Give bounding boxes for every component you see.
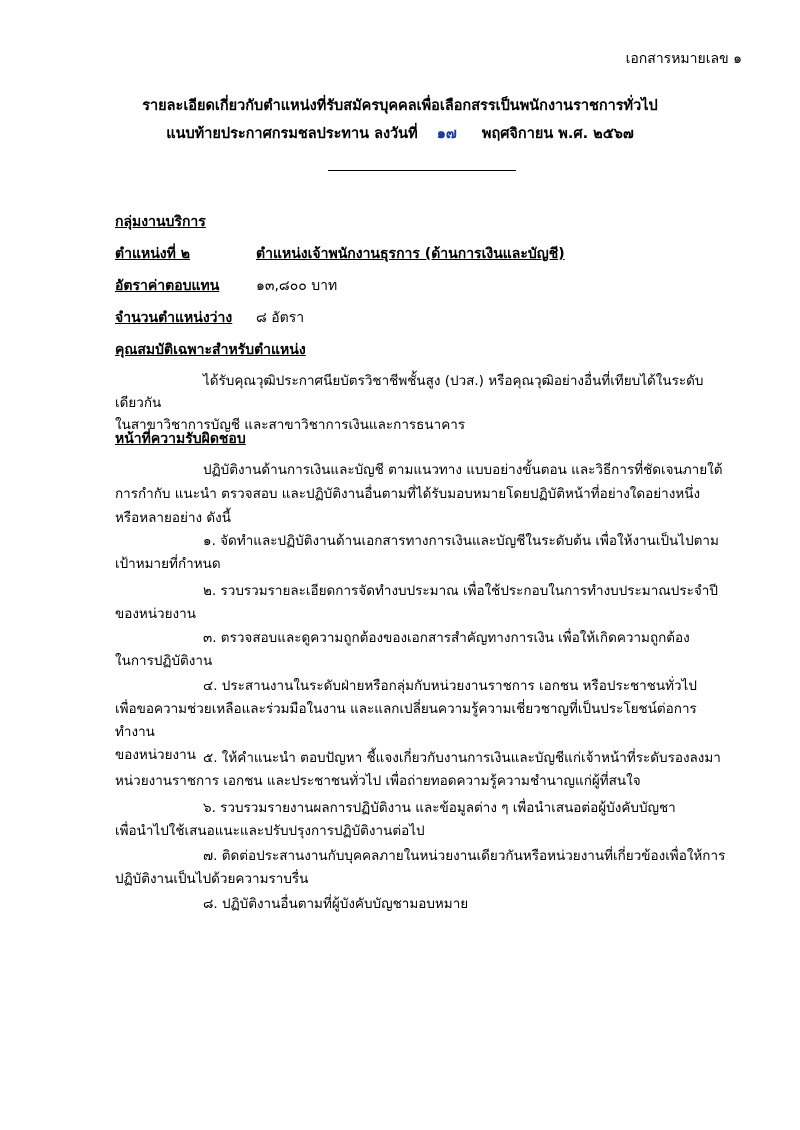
duty-item-1 <box>115 530 735 576</box>
qualifications-line: ในสาขาวิชาการบัญชี และสาขาวิชาการเงินและการธนาคาร <box>115 417 466 433</box>
duties-heading: หน้าที่ความรับผิดชอบ <box>115 431 246 447</box>
title-divider <box>328 170 516 171</box>
qualifications-line: ได้รับคุณวุฒิประกาศนียบัตรวิชาชีพชั้นสูง (ปวส.) หรือคุณวุฒิอย่างอื่นที่เทียบได้ในระดับเดียวกัน <box>115 373 704 411</box>
group-label: กลุ่มงานบริการ <box>115 214 206 230</box>
duties-intro-line: การกำกับ แนะนำ ตรวจสอบ และปฏิบัติงานอื่นตามที่ได้รับมอบหมายโดยปฏิบัติหน้าที่อย่างใดอย่างหนึ่ง <box>115 486 701 502</box>
duty-line: ๒. รวบรวมรายละเอียดการจัดทำงบประมาณ เพื่อใช้ประกอบในการทำงบประมาณประจำปี <box>203 583 718 599</box>
duty-item-6 <box>115 797 735 843</box>
duty-item-5 <box>115 747 735 793</box>
duty-line: เพื่อนำไปใช้เสนอแนะและปรับปรุงการปฏิบัติงานต่อไป <box>115 823 425 839</box>
subtitle-month-year: พฤศจิกายน พ.ศ. ๒๕๖๗ <box>481 126 634 142</box>
duty-line: ปฏิบัติงานเป็นไปด้วยความราบรื่น <box>115 871 309 887</box>
vacancies-value: ๘ อัตรา <box>256 310 305 326</box>
subtitle-day: ๑๗ <box>436 126 457 142</box>
document-title: รายละเอียดเกี่ยวกับตำแหน่งที่รับสมัครบุคคลเพื่อเลือกสรรเป็นพนักงานราชการทั่วไป <box>142 98 658 114</box>
duties-intro-line: ปฏิบัติงานด้านการเงินและบัญชี ตามแนวทาง แบบอย่างขั้นตอน และวิธีการที่ชัดเจนภายใต้ <box>203 462 723 478</box>
vacancies-label: จำนวนตำแหน่งว่าง <box>115 310 233 326</box>
duty-item-3 <box>115 627 735 673</box>
duty-line: ของหน่วยงาน <box>115 747 196 763</box>
duty-item-8 <box>115 893 735 916</box>
position-label: ตำแหน่งที่ ๒ <box>115 246 190 262</box>
duty-line: ๗. ติดต่อประสานงานกับบุคคลภายในหน่วยงานเดียวกันหรือหน่วยงานที่เกี่ยวข้องเพื่อให้การ <box>203 848 726 864</box>
qualifications-text <box>115 370 735 436</box>
duty-item-7 <box>115 845 735 891</box>
duties-intro <box>115 458 735 530</box>
duty-line: หน่วยงานราชการ เอกชน และประชาชนทั่วไป เพื่อถ่ายทอดความรู้ความชำนาญแก่ผู้ที่สนใจ <box>115 773 641 789</box>
subtitle-prefix: แนบท้ายประกาศกรมชลประทาน ลงวันที่ <box>166 126 418 142</box>
duty-line: ๕. ให้คำแนะนำ ตอบปัญหา ชี้แจงเกี่ยวกับงานการเงินและบัญชีแก่เจ้าหน้าที่ระดับรองลงมา <box>203 750 721 766</box>
duty-line: ๘. ปฏิบัติงานอื่นตามที่ผู้บังคับบัญชามอบหมาย <box>203 896 469 912</box>
duty-line: ๑. จัดทำและปฏิบัติงานด้านเอกสารทางการเงินและบัญชีในระดับต้น เพื่อให้งานเป็นไปตาม <box>203 533 719 549</box>
document-number: เอกสารหมายเลข ๑ <box>625 51 742 67</box>
duty-line: ในการปฏิบัติงาน <box>115 653 213 669</box>
salary-value: ๑๓,๘๐๐ บาท <box>256 278 338 294</box>
duty-line: ๔. ประสานงานในระดับฝ่ายหรือกลุ่มกับหน่วยงานราชการ เอกชน หรือประชาชนทั่วไป <box>203 678 697 694</box>
duty-line: ๓. ตรวจสอบและดูความถูกต้องของเอกสารสำคัญทางการเงิน เพื่อให้เกิดความถูกต้อง <box>203 630 690 646</box>
duty-line: เพื่อขอความช่วยเหลือและร่วมมือในงาน และแลกเปลี่ยนความรู้ความเชี่ยวชาญที่เป็นประโยชน์ต่อการทำงาน <box>115 701 697 740</box>
duty-item-2 <box>115 580 735 626</box>
salary-label: อัตราค่าตอบแทน <box>115 278 220 294</box>
document-subtitle <box>0 122 800 145</box>
duty-line: ของหน่วยงาน <box>115 606 196 622</box>
duty-line: เป้าหมายที่กำหนด <box>115 556 221 572</box>
position-value: ตำแหน่งเจ้าพนักงานธุรการ (ด้านการเงินและบัญชี) <box>256 246 565 262</box>
duty-line: ๖. รวบรวมรายงานผลการปฏิบัติงาน และข้อมูลต่าง ๆ เพื่อนำเสนอต่อผู้บังคับบัญชา <box>203 800 676 816</box>
qualifications-heading: คุณสมบัติเฉพาะสำหรับตำแหน่ง <box>115 342 306 358</box>
duties-intro-line: หรือหลายอย่าง ดังนี้ <box>115 510 231 526</box>
